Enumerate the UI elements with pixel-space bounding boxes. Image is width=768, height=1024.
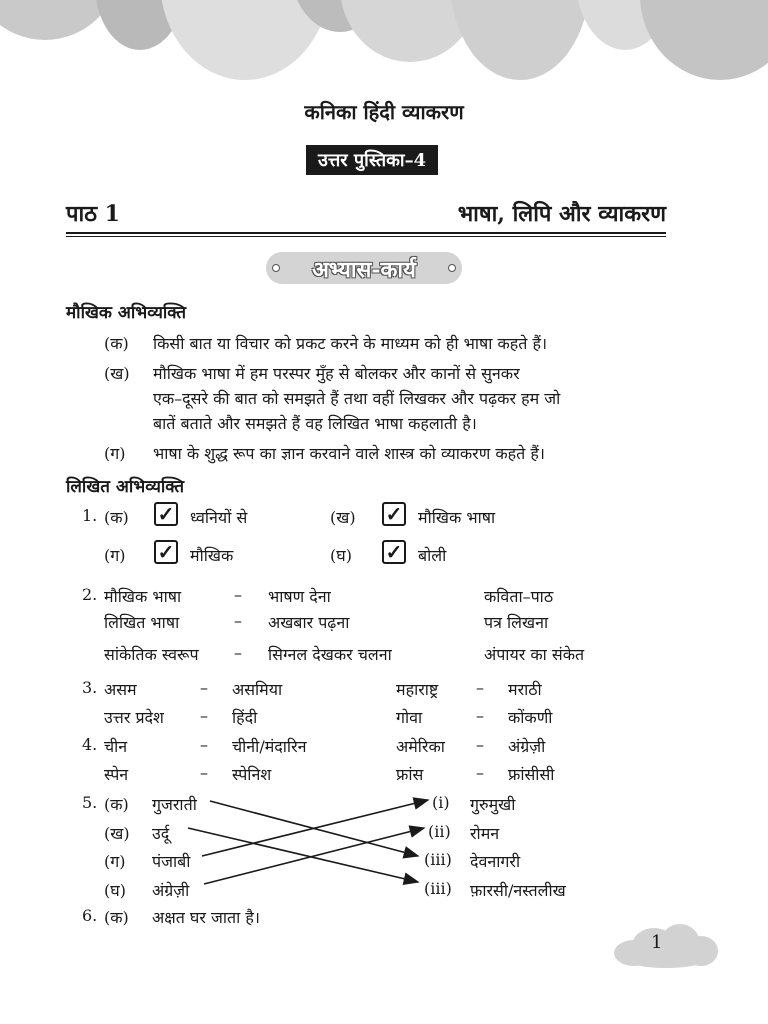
q5-right-label-3: (iii) (424, 850, 452, 869)
q1-label-ka: (क) (104, 508, 129, 527)
q3-row1-state1: असम (104, 680, 137, 699)
page-number-cloud (614, 922, 718, 970)
q5-right-label-2: (ii) (428, 822, 451, 841)
q2-row2-example2: पत्र लिखना (484, 613, 549, 632)
q2-row3-dash: – (234, 643, 242, 662)
oral-answer-ka: किसी बात या विचार को प्रकट करने के माध्यम को ही भाषा कहते हैं। (153, 334, 548, 353)
q2-row2-type: लिखित भाषा (104, 613, 180, 632)
answer-booklet-label: उत्तर पुस्तिका–4 (306, 145, 438, 175)
q1-checkbox-ka: ✓ (154, 502, 178, 526)
q5-left-text-4: अंग्रेज़ी (152, 881, 190, 900)
q2-row1-example1: भाषण देना (268, 587, 331, 606)
q1-label-kha: (ख) (330, 508, 356, 527)
q4-row2-language1: स्पेनिश (232, 765, 272, 784)
written-heading: लिखित अभिव्यक्ति (66, 477, 185, 497)
q4-row1-dash2: – (476, 735, 484, 754)
q5-left-label-3: (ग) (104, 852, 126, 871)
q2-row3-example1: सिग्नल देखकर चलना (268, 645, 392, 664)
q2-row3-type: सांकेतिक स्वरूप (104, 645, 199, 664)
q1-number: 1. (82, 506, 98, 525)
q5-left-text-2: उर्दू (152, 824, 170, 843)
q3-row1-dash1: – (200, 678, 208, 697)
q6-number: 6. (82, 906, 98, 925)
q2-row1-example2: कविता–पाठ (484, 587, 554, 606)
q6-answer: अक्षत घर जाता है। (152, 908, 260, 927)
q1-label-gha: (घ) (330, 546, 352, 565)
q5-left-text-1: गुजराती (152, 795, 197, 814)
q5-right-text-4: फ़ारसी/नस्तलीख (470, 881, 566, 900)
q2-number: 2. (82, 585, 98, 604)
q2-row2-dash: – (234, 611, 242, 630)
q5-number: 5. (82, 793, 98, 812)
q5-left-label-4: (घ) (104, 881, 126, 900)
q1-answer-gha: बोली (418, 546, 447, 565)
q1-label-ga: (ग) (104, 546, 126, 565)
oral-label-ka: (क) (104, 334, 129, 353)
q4-row2-country1: स्पेन (104, 765, 129, 784)
q3-row2-state2: गोवा (396, 708, 423, 727)
oral-label-kha: (ख) (104, 364, 130, 383)
q5-arrow-urdu-farsi (188, 828, 418, 882)
q1-answer-kha: मौखिक भाषा (418, 508, 496, 527)
q4-row2-country2: फ्रांस (396, 765, 424, 784)
q3-row1-language2: मराठी (508, 680, 542, 699)
lesson-title: भाषा, लिपि और व्याकरण (457, 201, 666, 227)
q4-row1-country1: चीन (104, 737, 128, 756)
q1-checkbox-gha: ✓ (382, 540, 406, 564)
q4-number: 4. (82, 735, 98, 754)
q3-row2-language2: कोंकणी (508, 708, 553, 727)
q5-left-label-2: (ख) (104, 824, 130, 843)
q3-row1-language1: असमिया (232, 680, 283, 699)
q2-row1-type: मौखिक भाषा (104, 587, 182, 606)
oral-answer-kha-line2: एक–दूसरे की बात को समझते हैं तथा वहीं लिखकर और पढ़कर हम जो (153, 389, 561, 408)
exercise-banner-text: अभ्यास-कार्य (312, 257, 416, 283)
oral-answer-ga: भाषा के शुद्ध रूप का ज्ञान करवाने वाले शास्त्र को व्याकरण कहते हैं। (153, 444, 545, 463)
q4-row1-language1: चीनी/मंदारिन (232, 737, 307, 756)
q3-row2-state1: उत्तर प्रदेश (104, 708, 164, 727)
q3-number: 3. (82, 678, 98, 697)
q3-row2-language1: हिंदी (232, 708, 258, 727)
q4-row2-dash1: – (200, 763, 208, 782)
q5-right-text-2: रोमन (470, 824, 500, 843)
q5-right-text-1: गुरुमुखी (470, 795, 516, 814)
q4-row1-country2: अमेरिका (396, 737, 445, 756)
q3-row2-dash2: – (476, 706, 484, 725)
q2-row1-dash: – (234, 585, 242, 604)
q5-left-text-3: पंजाबी (152, 852, 191, 871)
oral-answer-kha-line3: बातें बताते और समझते हैं वह लिखित भाषा कहलाती है। (153, 414, 477, 433)
oral-label-ga: (ग) (104, 444, 126, 463)
lesson-number: पाठ 1 (66, 201, 120, 227)
oral-answer-kha-line1: मौखिक भाषा में हम परस्पर मुँह से बोलकर और कानों से सुनकर (153, 364, 520, 383)
q2-row3-example2: अंपायर का संकेत (484, 645, 585, 664)
q6-label: (क) (104, 908, 129, 927)
q3-row1-state2: महाराष्ट्र (396, 680, 439, 699)
q1-checkbox-kha: ✓ (382, 502, 406, 526)
q4-row1-language2: अंग्रेज़ी (508, 737, 546, 756)
page-number: 1 (651, 932, 663, 953)
q5-right-text-3: देवनागरी (470, 852, 521, 871)
q5-right-label-4: (iii) (424, 879, 452, 898)
q1-checkbox-ga: ✓ (154, 540, 178, 564)
q2-row2-example1: अखबार पढ़ना (268, 613, 350, 632)
q4-row1-dash1: – (200, 735, 208, 754)
q5-left-label-1: (क) (104, 795, 129, 814)
q4-row2-dash2: – (476, 763, 484, 782)
q3-row2-dash1: – (200, 706, 208, 725)
q3-row1-dash2: – (476, 678, 484, 697)
q5-right-label-1: (i) (432, 793, 450, 812)
q4-row2-language2: फ्रांसीसी (508, 765, 555, 784)
q1-answer-ka: ध्वनियों से (190, 508, 248, 527)
oral-heading: मौखिक अभिव्यक्ति (66, 303, 187, 323)
q1-answer-ga: मौखिक (190, 546, 234, 565)
book-title: कनिका हिंदी व्याकरण (304, 100, 464, 124)
